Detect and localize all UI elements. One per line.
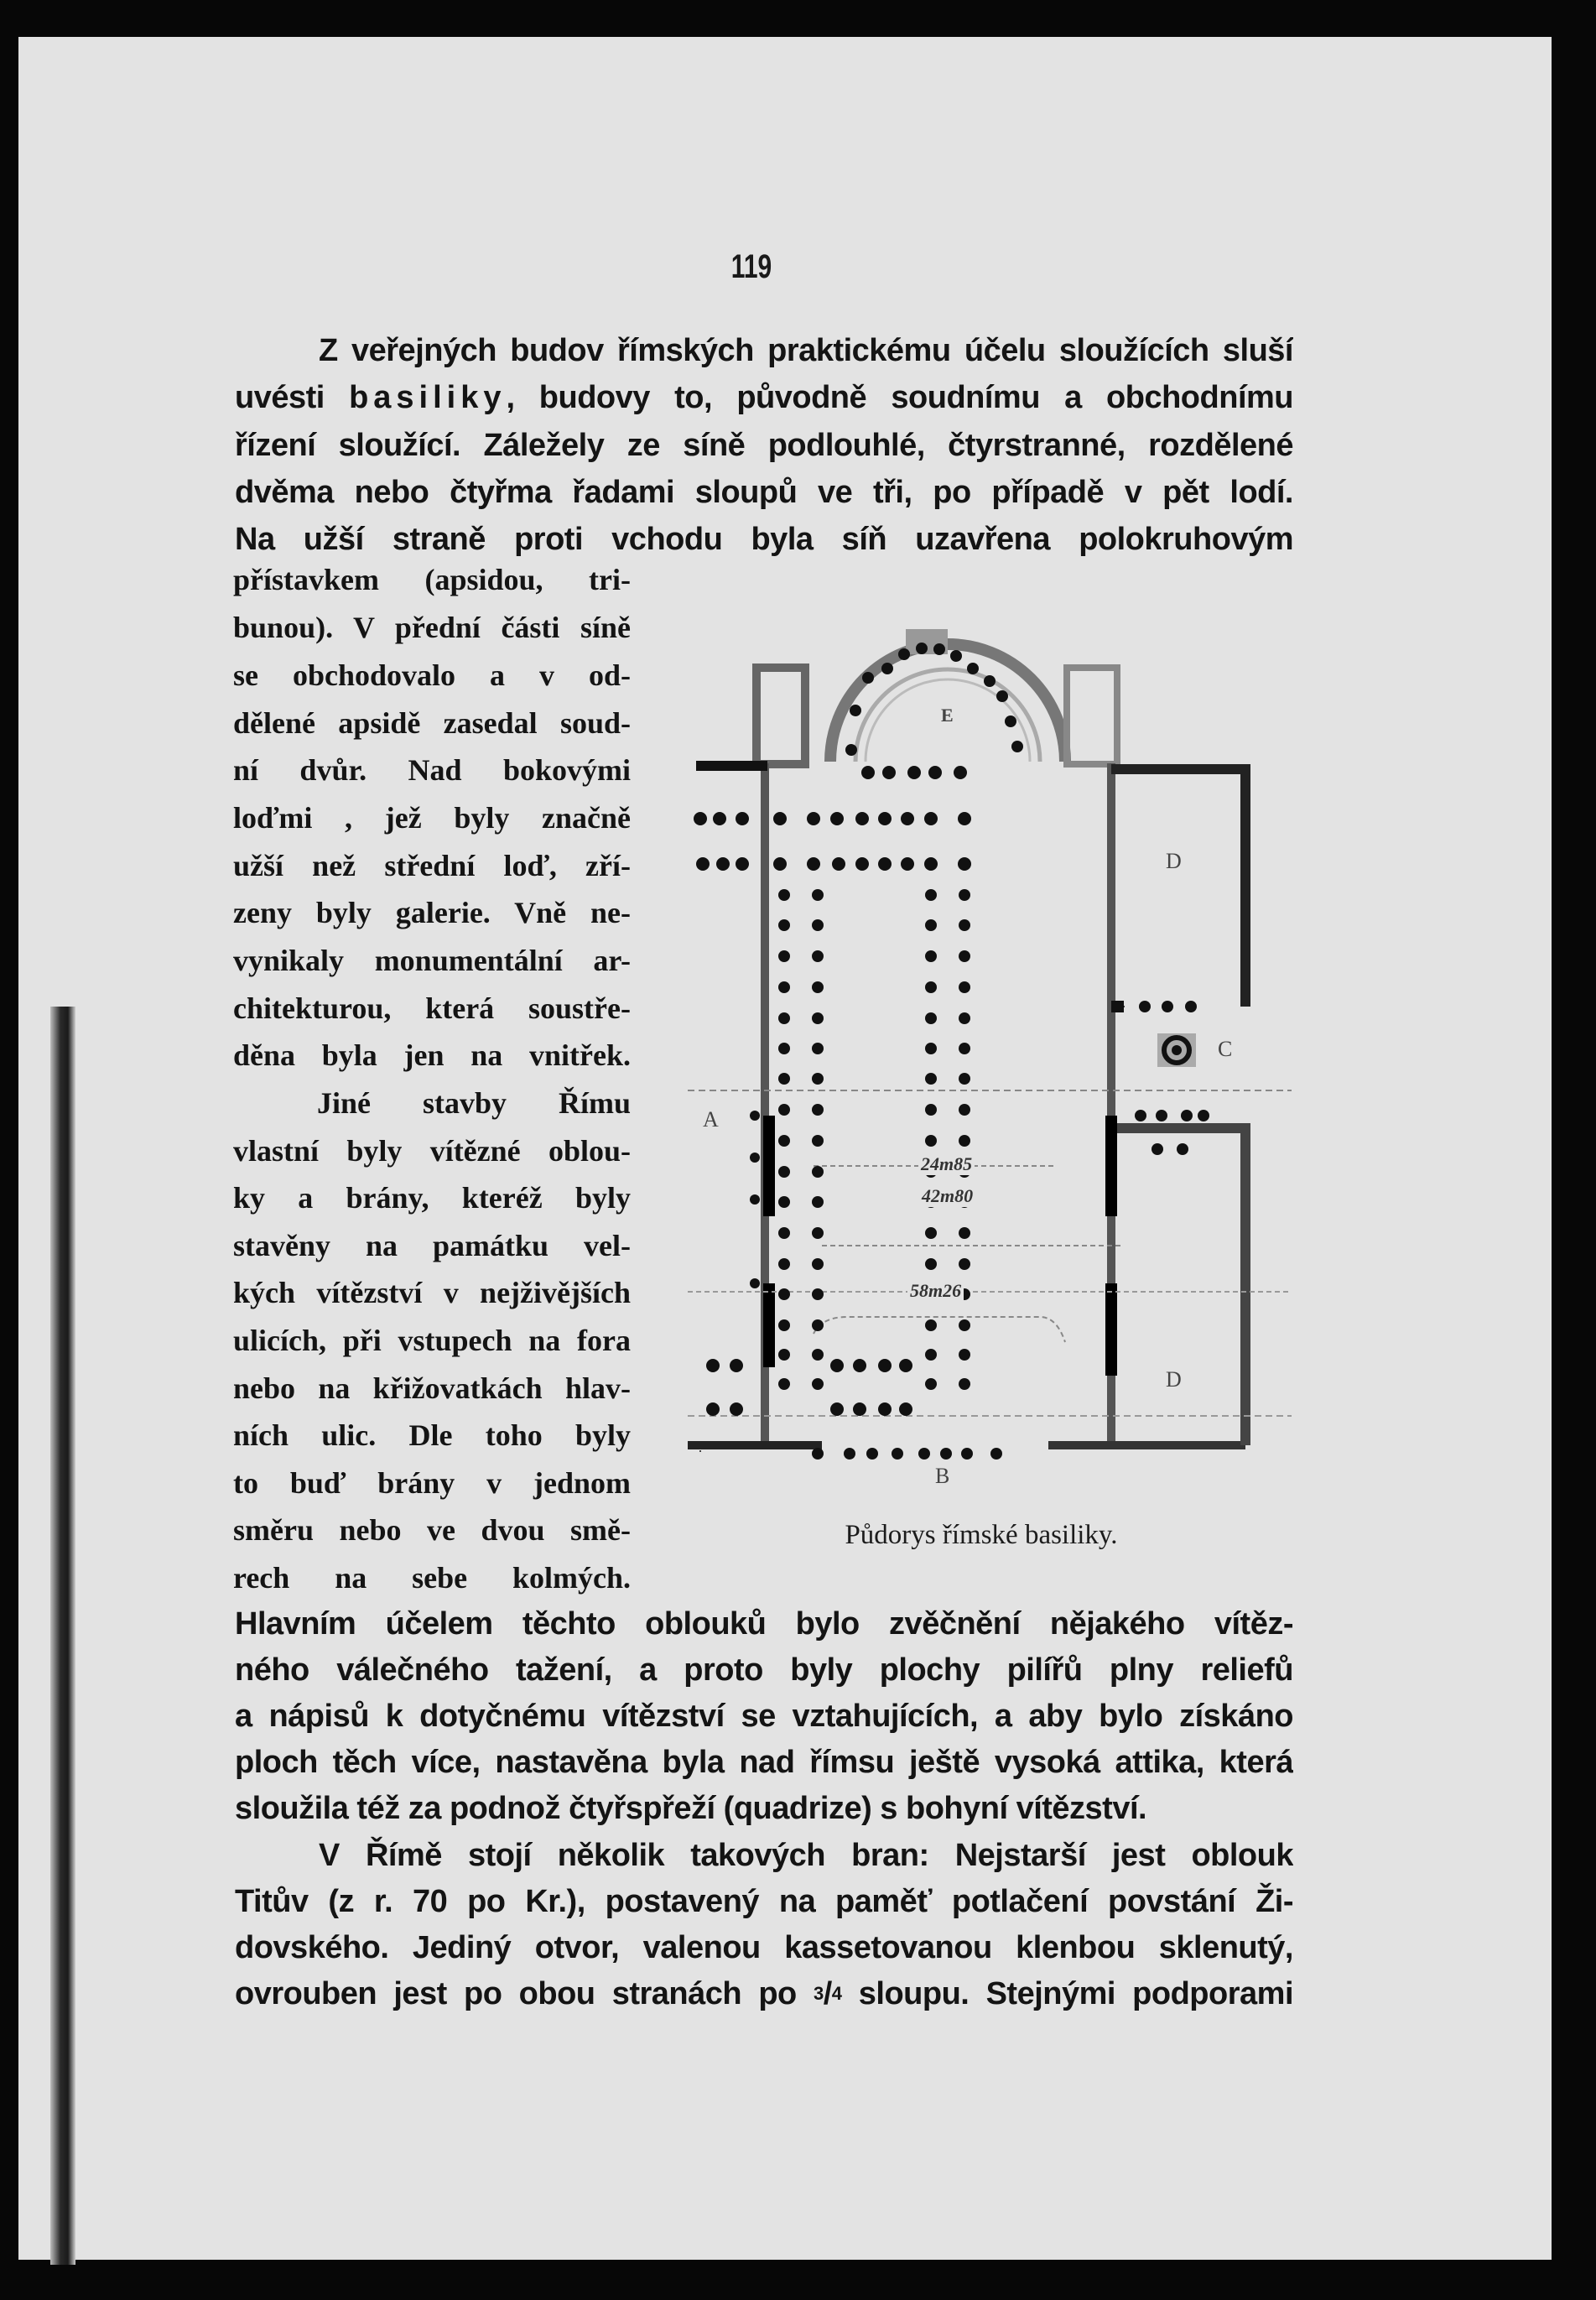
text-line: dovského. Jediný otvor, valenou kassetovanou klenbou sklenutý, bbox=[235, 1930, 1293, 1965]
text-span: sloupu. Stejnými podporami bbox=[858, 1976, 1293, 2011]
label-e: E bbox=[941, 705, 954, 726]
text-line: Z veřejných budov římských praktickému účelu sloužících sluší bbox=[319, 333, 1293, 368]
text-line: to buď brány v jednom bbox=[233, 1466, 631, 1500]
floor-plan-drawing bbox=[688, 612, 1292, 1501]
figure-caption: Půdorys římské basiliky. bbox=[845, 1520, 1118, 1550]
label-d-top: D bbox=[1166, 849, 1182, 873]
text-span: , budovy to, původně soudnímu a obchodnímu bbox=[506, 380, 1293, 415]
text-line: ného válečného tažení, a proto byly plochy pilířů plny reliefů bbox=[235, 1652, 1293, 1688]
fraction-numerator: 3 bbox=[813, 1983, 824, 2004]
text-line: vynikaly monumentální ar- bbox=[233, 944, 631, 977]
text-line: loďmi , jež byly značně bbox=[233, 801, 631, 835]
label-b: B bbox=[935, 1464, 950, 1488]
text-line: ky a brány, kteréž byly bbox=[233, 1181, 631, 1215]
text-line: ulicích, při vstupech na fora bbox=[233, 1324, 631, 1357]
text-line: se obchodovalo a v od- bbox=[233, 658, 631, 692]
text-span: ovrouben jest po obou stranách po bbox=[235, 1976, 797, 2011]
emphasized-term: basiliky bbox=[349, 380, 507, 415]
text-line: sloužila též za podnož čtyřspřeží (quadrize) s bohyní vítězství. bbox=[235, 1791, 1147, 1826]
text-line: rech na sebe kolmých. bbox=[233, 1561, 631, 1595]
text-line: dělené apsidě zasedal soud- bbox=[233, 706, 631, 740]
text-line: chitekturou, která soustře- bbox=[233, 991, 631, 1025]
label-d-bottom: D bbox=[1166, 1367, 1182, 1392]
text-line: ní dvůr. Nad bokovými bbox=[233, 753, 631, 787]
fraction-denominator: 4 bbox=[831, 1983, 842, 2004]
text-line: přístavkem (apsidou, tri- bbox=[233, 563, 631, 596]
text-line: ních ulic. Dle toho byly bbox=[233, 1418, 631, 1452]
label-a: A bbox=[703, 1107, 719, 1132]
text-line: bunou). V přední části síně bbox=[233, 611, 631, 644]
text-line: V Římě stojí několik takových bran: Nejstarší jest oblouk bbox=[319, 1838, 1293, 1873]
label-c: C bbox=[1218, 1037, 1233, 1061]
text-line: Hlavním účelem těchto oblouků bylo zvěčnění nějakého vítěz- bbox=[235, 1606, 1293, 1642]
text-line: vlastní byly vítězné oblou- bbox=[233, 1134, 631, 1168]
text-line: Na užší straně proti vchodu byla síň uzavřena polokruhovým bbox=[235, 522, 1293, 557]
page-number: 119 bbox=[730, 248, 772, 285]
text-line: směru nebo ve dvou smě- bbox=[233, 1513, 631, 1547]
text-line: kých vítězství v nejživějších bbox=[233, 1276, 631, 1309]
text-line: nebo na křižovatkách hlav- bbox=[233, 1371, 631, 1405]
basilica-floor-plan bbox=[688, 612, 1292, 1501]
text-line: dvěma nebo čtyřma řadami sloupů ve tři, po případě v pět lodí. bbox=[235, 475, 1293, 510]
text-line bbox=[235, 1972, 1293, 2016]
text-line: ploch těch více, nastavěna byla nad římsu ještě vysoká attika, která bbox=[235, 1745, 1293, 1780]
dimension-outer-width: 42m80 bbox=[919, 1185, 975, 1207]
text-line: děna byla jen na vnitřek. bbox=[233, 1038, 631, 1072]
text-span: uvésti bbox=[235, 380, 325, 415]
text-line: užší než střední loď, zří- bbox=[233, 849, 631, 882]
text-line: Jiné stavby Římu bbox=[317, 1086, 631, 1120]
text-line: řízení sloužící. Záležely ze síně podlouhlé, čtyrstranné, rozdělené bbox=[235, 428, 1293, 463]
dimension-inner-width: 24m85 bbox=[918, 1153, 975, 1175]
text-line: zeny byly galerie. Vně ne- bbox=[233, 896, 631, 929]
text-line bbox=[235, 376, 1293, 419]
fraction: $^3$/4 bbox=[813, 1976, 842, 2011]
text-line: stavěny na památku vel- bbox=[233, 1229, 631, 1262]
page-fold-shadow bbox=[50, 1007, 75, 2265]
dimension-length: 58m26 bbox=[907, 1280, 964, 1302]
text-line: Titův (z r. 70 po Kr.), postavený na paměť potlačení povstání Ži- bbox=[235, 1884, 1293, 1919]
text-line: a nápisů k dotyčnému vítězství se vztahujících, a aby bylo získáno bbox=[235, 1699, 1293, 1734]
